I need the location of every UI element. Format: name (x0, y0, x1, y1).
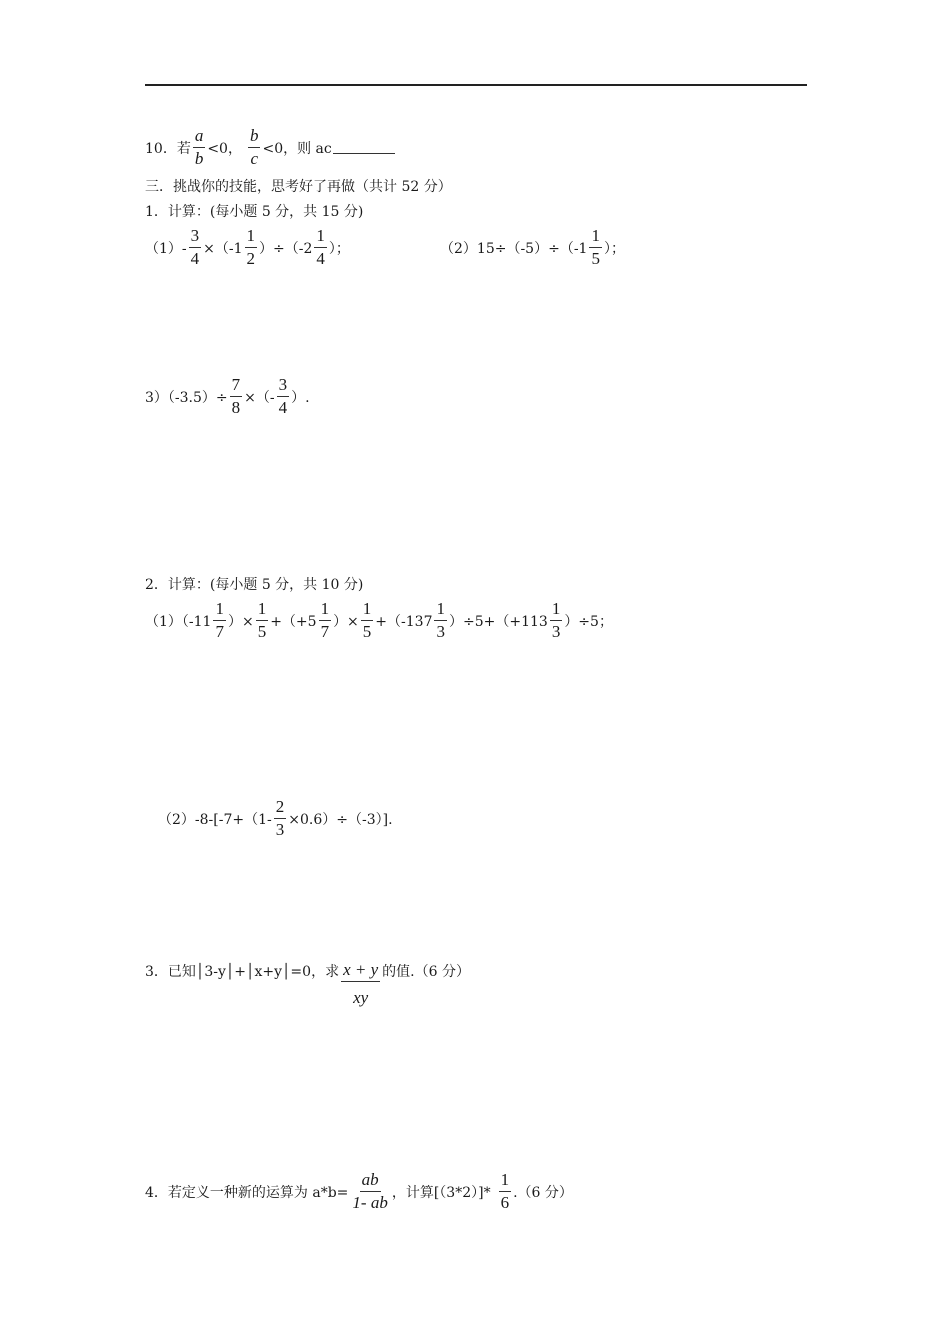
problem-3: 3．已知│3-y│+│x+y│=0，求 $\frac{x + y}{xy}$ 的值.（6 分） (145, 960, 470, 1007)
problem-2-title: 2．计算：(每小题 5 分，共 10 分) (145, 577, 364, 593)
problem-4: 4．若定义一种新的运算为 a*b= $\frac{ab}{1- ab}$ ，计算[（3*2）]* $\frac{1}{6}$ .（6 分） (145, 1170, 573, 1212)
problem-1-part-1: （1）- $\frac{3}{4}$ ×（-1 $\frac{1}{2}$ ）÷（-2 $\frac{1}{4}$ ）； (145, 226, 350, 268)
problem-1-part-3: 3）（-3.5）÷ $\frac{7}{8}$ ×（- $\frac{3}{4}$ ）. (145, 375, 310, 417)
problem-2-part-2: （2）-8-[-7+（1- $\frac{2}{3}$ ×0.6）÷（-3）]. (158, 797, 393, 839)
top-rule (145, 84, 807, 86)
problem-2-part-1: （1）（-11 $\frac{1}{7}$ ）× $\frac{1}{5}$ +（+5 $\frac{1}{7}$ ）× $\frac{1}{5}$ +（-137 $\frac{1}{3}$ ）÷5+（+113 $\frac{1}{3}$ ）÷5； (145, 599, 613, 641)
q10-less-than-1: <0， (207, 140, 242, 157)
fraction: $\frac{1}{5}$ (591, 226, 600, 268)
fraction-x-plus-y-over-xy: $\frac{x + y}{xy}$ (343, 960, 379, 1007)
fraction: $\frac{1}{7}$ (320, 599, 330, 641)
section-3-title: 三．挑战你的技能，思考好了再做（共计 52 分） (145, 179, 452, 195)
fraction-a-over-b: $\frac{a}{b}$ (194, 126, 204, 168)
problem-1-title: 1．计算：(每小题 5 分，共 15 分) (145, 204, 364, 220)
fraction-ab-over-1-minus-ab: $\frac{ab}{1- ab}$ (352, 1170, 388, 1212)
fraction: $\frac{3}{4}$ (190, 226, 200, 268)
fraction: $\frac{1}{6}$ (500, 1170, 510, 1212)
fraction: $\frac{1}{4}$ (316, 226, 325, 268)
fraction: $\frac{7}{8}$ (231, 375, 241, 417)
fraction-b-over-c: $\frac{b}{c}$ (249, 126, 259, 168)
problem-1-part-2: （2）15÷（-5）÷（-1 $\frac{1}{5}$ ）； (440, 226, 625, 268)
fraction: $\frac{1}{2}$ (246, 226, 256, 268)
fraction: $\frac{2}{3}$ (275, 797, 285, 839)
answer-blank[interactable] (333, 141, 395, 154)
fraction: $\frac{1}{3}$ (551, 599, 561, 641)
fraction: $\frac{1}{3}$ (436, 599, 445, 641)
q10-less-than-2: <0，则 ac (262, 140, 332, 157)
question-10 (145, 126, 395, 169)
fraction: $\frac{1}{7}$ (215, 599, 224, 641)
fraction: $\frac{1}{5}$ (257, 599, 267, 641)
q10-prefix: 10．若 (145, 140, 191, 157)
fraction: $\frac{3}{4}$ (278, 375, 288, 417)
fraction: $\frac{1}{5}$ (362, 599, 372, 641)
